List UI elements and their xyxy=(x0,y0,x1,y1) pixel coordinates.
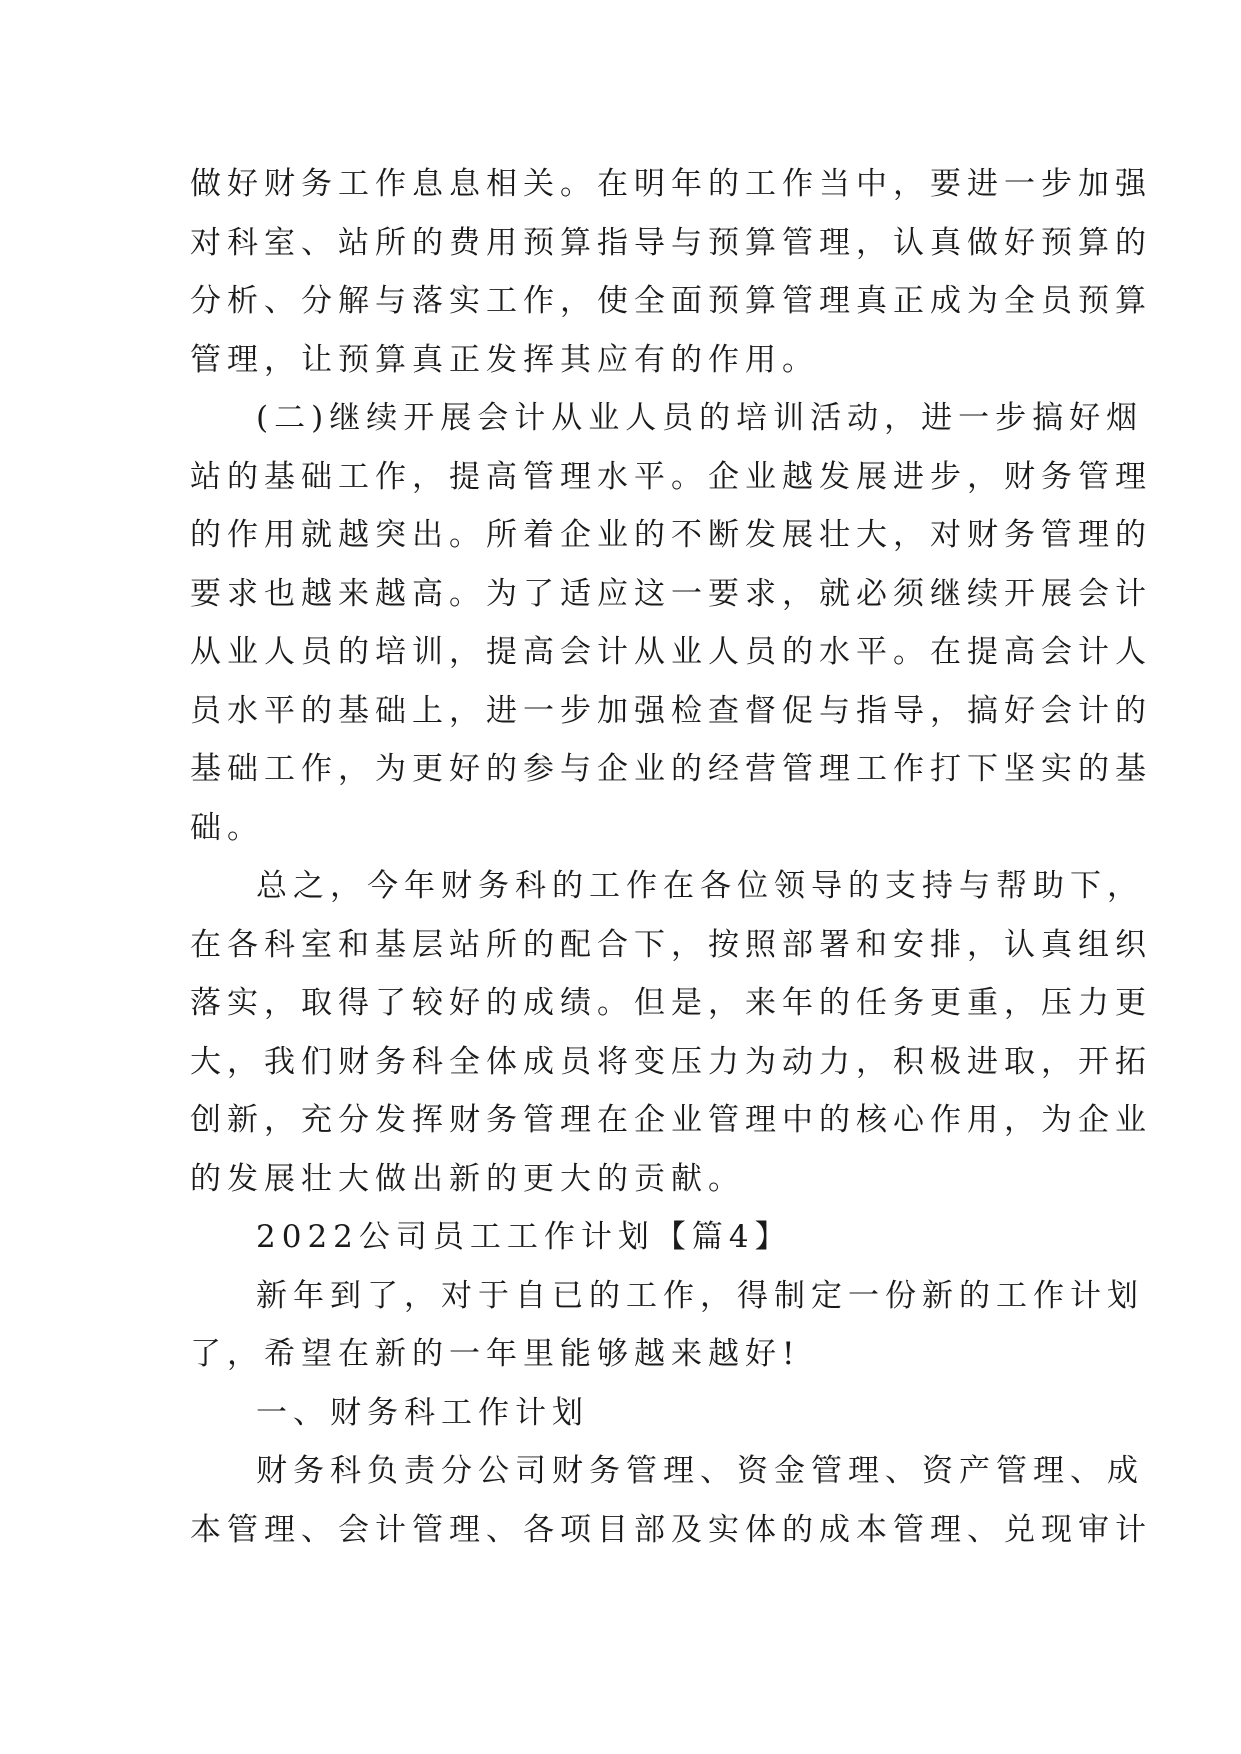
text-line: 做好财务工作息息相关。在明年的工作当中，要进一步加强 xyxy=(190,166,1152,202)
text-line: 对科室、站所的费用预算指导与预算管理，认真做好预算的 xyxy=(190,224,1152,261)
paragraph-start-line: 财务科负责分公司财务管理、资金管理、资产管理、成 xyxy=(256,1453,1144,1489)
text-line: 的发展壮大做出新的更大的贡献。 xyxy=(190,1160,745,1197)
body-text xyxy=(190,155,1152,1559)
text-line: 落实，取得了较好的成绩。但是，来年的任务更重，压力更 xyxy=(190,985,1152,1021)
paragraph-start-line: (二)继续开展会计从业人员的培训活动，进一步搞好烟 xyxy=(256,400,1144,436)
text-line: 本管理、会计管理、各项目部及实体的成本管理、兑现审计 xyxy=(190,1511,1152,1548)
text-line: 基础工作，为更好的参与企业的经营管理工作打下坚实的基 xyxy=(190,751,1152,787)
text-line: 了，希望在新的一年里能够越来越好! xyxy=(190,1336,801,1372)
text-line: 要求也越来越高。为了适应这一要求，就必须继续开展会计 xyxy=(190,575,1152,612)
subsection-heading: 一、财务科工作计划 xyxy=(256,1394,589,1431)
text-line: 创新，充分发挥财务管理在企业管理中的核心作用，为企业 xyxy=(190,1102,1152,1138)
paragraph-start-line: 新年到了，对于自已的工作，得制定一份新的工作计划 xyxy=(256,1277,1144,1314)
text-line: 员水平的基础上，进一步加强检查督促与指导，搞好会计的 xyxy=(190,692,1152,729)
text-line: 在各科室和基层站所的配合下，按照部署和安排，认真组织 xyxy=(190,926,1152,963)
text-line: 大，我们财务科全体成员将变压力为动力，积极进取，开拓 xyxy=(190,1043,1152,1080)
paragraph-start-line: 总之，今年财务科的工作在各位领导的支持与帮助下， xyxy=(256,868,1144,904)
section-heading: 2022公司员工工作计划【篇4】 xyxy=(256,1219,792,1255)
text-line: 站的基础工作，提高管理水平。企业越发展进步，财务管理 xyxy=(190,458,1152,495)
text-line: 础。 xyxy=(190,809,264,846)
text-line: 分析、分解与落实工作，使全面预算管理真正成为全员预算 xyxy=(190,283,1152,319)
text-line: 从业人员的培训，提高会计从业人员的水平。在提高会计人 xyxy=(190,634,1152,670)
text-line: 管理，让预算真正发挥其应有的作用。 xyxy=(190,341,819,378)
text-line: 的作用就越突出。所着企业的不断发展壮大，对财务管理的 xyxy=(190,517,1152,553)
